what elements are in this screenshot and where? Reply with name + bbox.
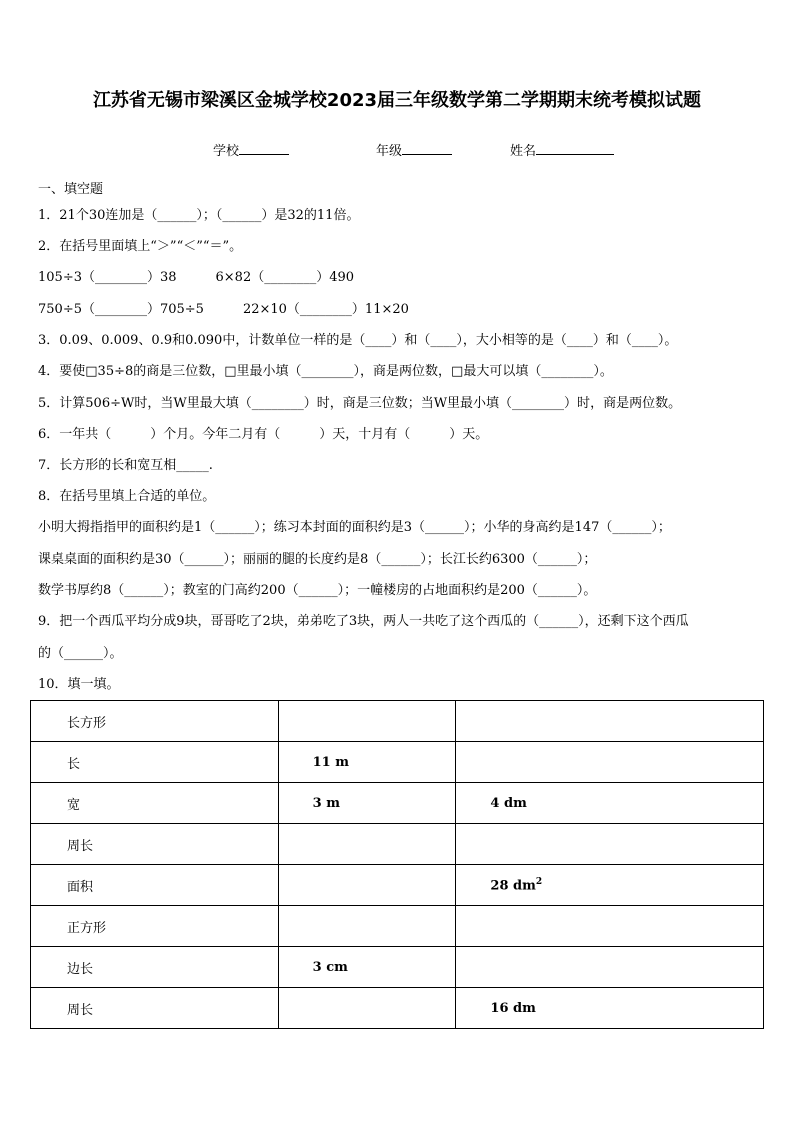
unit-superscript: 2 [535, 876, 543, 887]
cell-text: 28 dm [490, 878, 536, 894]
table-cell[interactable] [278, 824, 456, 865]
table-cell[interactable] [456, 742, 764, 783]
cell-text: 周长 [67, 1002, 94, 1018]
table-cell [31, 701, 279, 742]
table-row [31, 742, 764, 783]
table-cell [31, 783, 279, 824]
table-cell [456, 783, 764, 824]
table-row [31, 701, 764, 742]
question-6: 6．一年共（ ）个月。今年二月有（ ）天，十月有（ ）天。 [38, 427, 489, 442]
table-cell [31, 865, 279, 906]
question-9-cont: 的（______）。 [38, 646, 123, 661]
page-title: 江苏省无锡市梁溪区金城学校2023届三年级数学第二学期期末统考模拟试题 [92, 90, 702, 111]
question-5: 5．计算506÷W时，当W里最大填（________）时，商是三位数；当W里最小填（________）时，商是两位数。 [38, 396, 682, 411]
table-row [31, 947, 764, 988]
section-heading: 一、填空题 [38, 182, 104, 197]
cell-text: 11 m [312, 754, 350, 770]
grade-field [376, 140, 452, 159]
question-8-row-2: 课桌桌面的面积约是30（______）；丽丽的腿的长度约是8（______）；长江长约6300（______）； [38, 552, 597, 567]
question-2-row-2: 750÷5（________）705÷5 22×10（________）11×20 [38, 302, 409, 317]
table-cell[interactable] [278, 865, 456, 906]
table-cell [31, 906, 279, 947]
school-field [213, 140, 289, 159]
cell-text: 16 dm [490, 1000, 536, 1016]
table-cell [456, 988, 764, 1029]
grade-label: 年级 [376, 144, 403, 159]
cell-text: 3 m [312, 795, 340, 811]
table-cell[interactable] [278, 701, 456, 742]
table-row [31, 865, 764, 906]
question-8-row-3: 数学书厚约8（______）；教室的门高约200（______）；一幢楼房的占地面积约是200（______）。 [38, 583, 597, 598]
table-cell[interactable] [456, 947, 764, 988]
table-cell[interactable] [456, 824, 764, 865]
question-7: 7．长方形的长和宽互相_____. [38, 458, 213, 473]
table-cell [278, 742, 456, 783]
cell-text: 周长 [67, 838, 94, 854]
cell-text: 长方形 [67, 715, 107, 731]
question-8: 8．在括号里填上合适的单位。 [38, 489, 216, 504]
question-8-row-1: 小明大拇指指甲的面积约是1（______）；练习本封面的面积约是3（______）；小华的身高约是147（______）； [38, 520, 671, 535]
fill-table [30, 700, 764, 1029]
table-cell [31, 988, 279, 1029]
cell-text: 3 cm [312, 959, 348, 975]
school-label: 学校 [213, 144, 240, 159]
question-4: 4．要使□35÷8的商是三位数，□里最小填（________），商是两位数，□最大可以填（________）。 [38, 364, 613, 379]
table-row [31, 988, 764, 1029]
table-cell [456, 865, 764, 906]
name-label: 姓名 [510, 144, 537, 159]
table-cell [31, 742, 279, 783]
cell-text: 边长 [67, 961, 94, 977]
table-cell [31, 947, 279, 988]
question-2-row-1: 105÷3（________）38 6×82（________）490 [38, 270, 355, 285]
table-cell [31, 824, 279, 865]
table-cell[interactable] [456, 906, 764, 947]
question-9: 9．把一个西瓜平均分成9块，哥哥吃了2块，弟弟吃了3块，两人一共吃了这个西瓜的（______），还剩下这个西瓜 [38, 614, 689, 629]
table-cell [278, 783, 456, 824]
table-row [31, 824, 764, 865]
grade-blank[interactable] [402, 142, 452, 155]
cell-text: 正方形 [67, 920, 107, 936]
table-cell[interactable] [456, 701, 764, 742]
cell-text: 4 dm [490, 795, 527, 811]
table-row [31, 783, 764, 824]
question-10: 10．填一填。 [38, 677, 120, 692]
school-blank[interactable] [239, 142, 289, 155]
question-2: 2．在括号里面填上“＞”“＜”“＝”。 [38, 239, 243, 254]
table-cell [278, 947, 456, 988]
question-1: 1．21个30连加是（______）；（______）是32的11倍。 [38, 208, 360, 223]
name-field [510, 140, 614, 159]
cell-text: 长 [67, 756, 81, 772]
table-cell[interactable] [278, 906, 456, 947]
name-blank[interactable] [536, 142, 614, 155]
cell-text: 宽 [67, 797, 81, 813]
table-cell[interactable] [278, 988, 456, 1029]
question-3: 3．0.09、0.009、0.9和0.090中，计数单位一样的是（____）和（____），大小相等的是（____）和（____）。 [38, 333, 678, 348]
cell-text: 面积 [67, 879, 94, 895]
table-row [31, 906, 764, 947]
